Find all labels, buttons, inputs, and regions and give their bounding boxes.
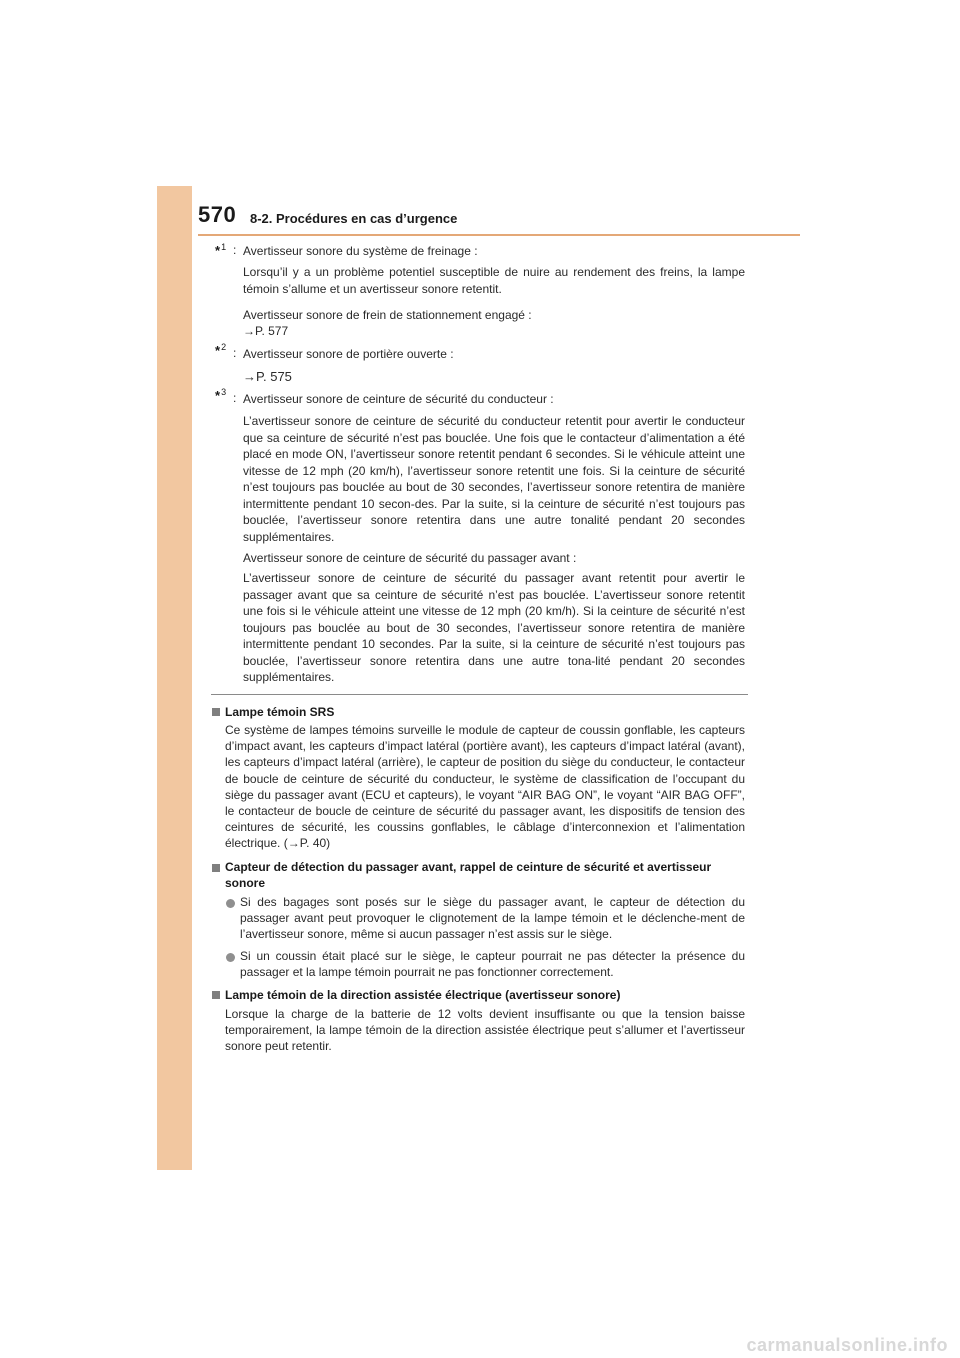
section-divider [211,694,748,695]
footnote-1-marker: *$^1$ [215,242,227,258]
footnote-3-text-driver: L’avertisseur sonore de ceinture de sécurité du conducteur retentit pour avertir le conducteur que sa ceinture de sécurité n’est pas bouclée. Une fois que le contacteur d’alimentation a été placé en mode ON, l’avertisseur sonore retentit pendant 6 secondes. Si le véhicule atteint une vitesse de 12 mph (20 km/h), l’avertisseur sonore retentit une fois. Si la ceinture de sécurité n’est toujours pas bouclée au bout de 30 secondes, l’avertisseur sonore retentira de manière intermittente pendant 10 secon-des. Par la suite, si la ceinture de sécurité n’est toujours pas bouclée, l’avertisseur sonore retentira dans une autre tonalité pendant 20 secondes supplémentaires. [243,414,745,544]
square-bullet-icon [212,991,220,999]
footnote-1-subtitle: Avertisseur sonore de frein de stationnement engagé : [243,308,532,322]
header-rule [198,234,800,236]
bullet-cushion: Si un coussin était placé sur le siège, le capteur pourrait ne pas détecter la présence du passager et la lampe témoin pourrait ne pas fonctionner correctement. [240,949,745,980]
footnote-2-page-ref[interactable]: →P. 575 [243,369,292,384]
square-bullet-icon [212,708,220,716]
round-bullet-icon [226,953,235,962]
footnote-2-marker: *$^2$ [215,342,227,358]
section-heading-srs: Lampe témoin SRS [225,705,335,719]
section-heading-passenger-sensor: Capteur de détection du passager avant, rappel de ceinture de sécurité et avertisseur sonore [225,860,712,890]
footnote-1-page-ref[interactable]: →P. 577 [243,324,289,338]
footnote-2-title: Avertisseur sonore de portière ouverte : [243,347,454,361]
footnote-3-marker: *$^3$ [215,387,227,403]
chapter-title: 8-2. Procédures en cas d’urgence [250,211,458,226]
section-body-power-steering: Lorsque la charge de la batterie de 12 volts devient insuffisante ou que la tension baisse temporairement, la lampe témoin de la direction assistée électrique peut s’allumer et l’avertisseur sonore peut retentir. [225,1007,745,1054]
section-body-srs: Ce système de lampes témoins surveille le module de capteur de coussin gonflable, les capteurs d’impact avant, les capteurs d’impact latéral (portière avant), les capteurs d’impact latéral (avant), les capteurs d’impact latéral (arrière), le capteur de position du siège du conducteur, le contacteur de boucle de ceinture de sécurité du conducteur, le système de classification de l’occupant du siège du passager avant (ECU et capteurs), le voyant “AIR BAG ON”, le voyant “AIR BAG OFF”, le contacteur de boucle de ceinture de sécurité du passager avant, les dispositifs de tension des ceintures de sécurité, les coussins gonflables, le câblage d’interconnexion et l’alimentation électrique. (→P. 40) [225,723,745,851]
square-bullet-icon [212,864,220,872]
section-heading-power-steering: Lampe témoin de la direction assistée électrique (avertisseur sonore) [225,988,621,1002]
bullet-luggage: Si des bagages sont posés sur le siège du passager avant, le capteur de détection du passager avant peut provoquer le clignotement de la lampe témoin et le déclenche-ment de l’avertisseur sonore, même si aucun passager n’est assis sur le siège. [240,895,745,942]
site-watermark: carmanualsonline.info [746,1335,948,1355]
footnote-1-text: Lorsqu’il y a un problème potentiel susceptible de nuire au rendement des freins, la lampe témoin s’allume et un avertisseur sonore retentit. [243,265,745,296]
footnote-3-subtitle: Avertisseur sonore de ceinture de sécurité du passager avant : [243,551,577,565]
page-number: 570 [198,202,237,227]
chapter-sidebar-tab [157,186,192,1170]
footnote-1-title: Avertisseur sonore du système de freinage : [243,244,478,258]
footnote-3-title: Avertisseur sonore de ceinture de sécurité du conducteur : [243,392,554,406]
footnote-3-text-passenger: L’avertisseur sonore de ceinture de sécurité du passager avant retentit pour avertir le passager avant que sa ceinture de sécurité n’est pas bouclée. L’avertisseur sonore retentit une fois si le véhicule atteint une vitesse de 12 mph (20 km/h). Si la ceinture de sécurité n’est toujours pas bouclée au bout de 30 secondes, l’avertisseur sonore retentira de manière intermittente pendant 10 secondes. Par la suite, si la ceinture de sécurité n’est toujours pas bouclée, l’avertisseur sonore retentira dans une autre tona-lité pendant 20 secondes supplémentaires. [243,571,745,684]
round-bullet-icon [226,899,235,908]
